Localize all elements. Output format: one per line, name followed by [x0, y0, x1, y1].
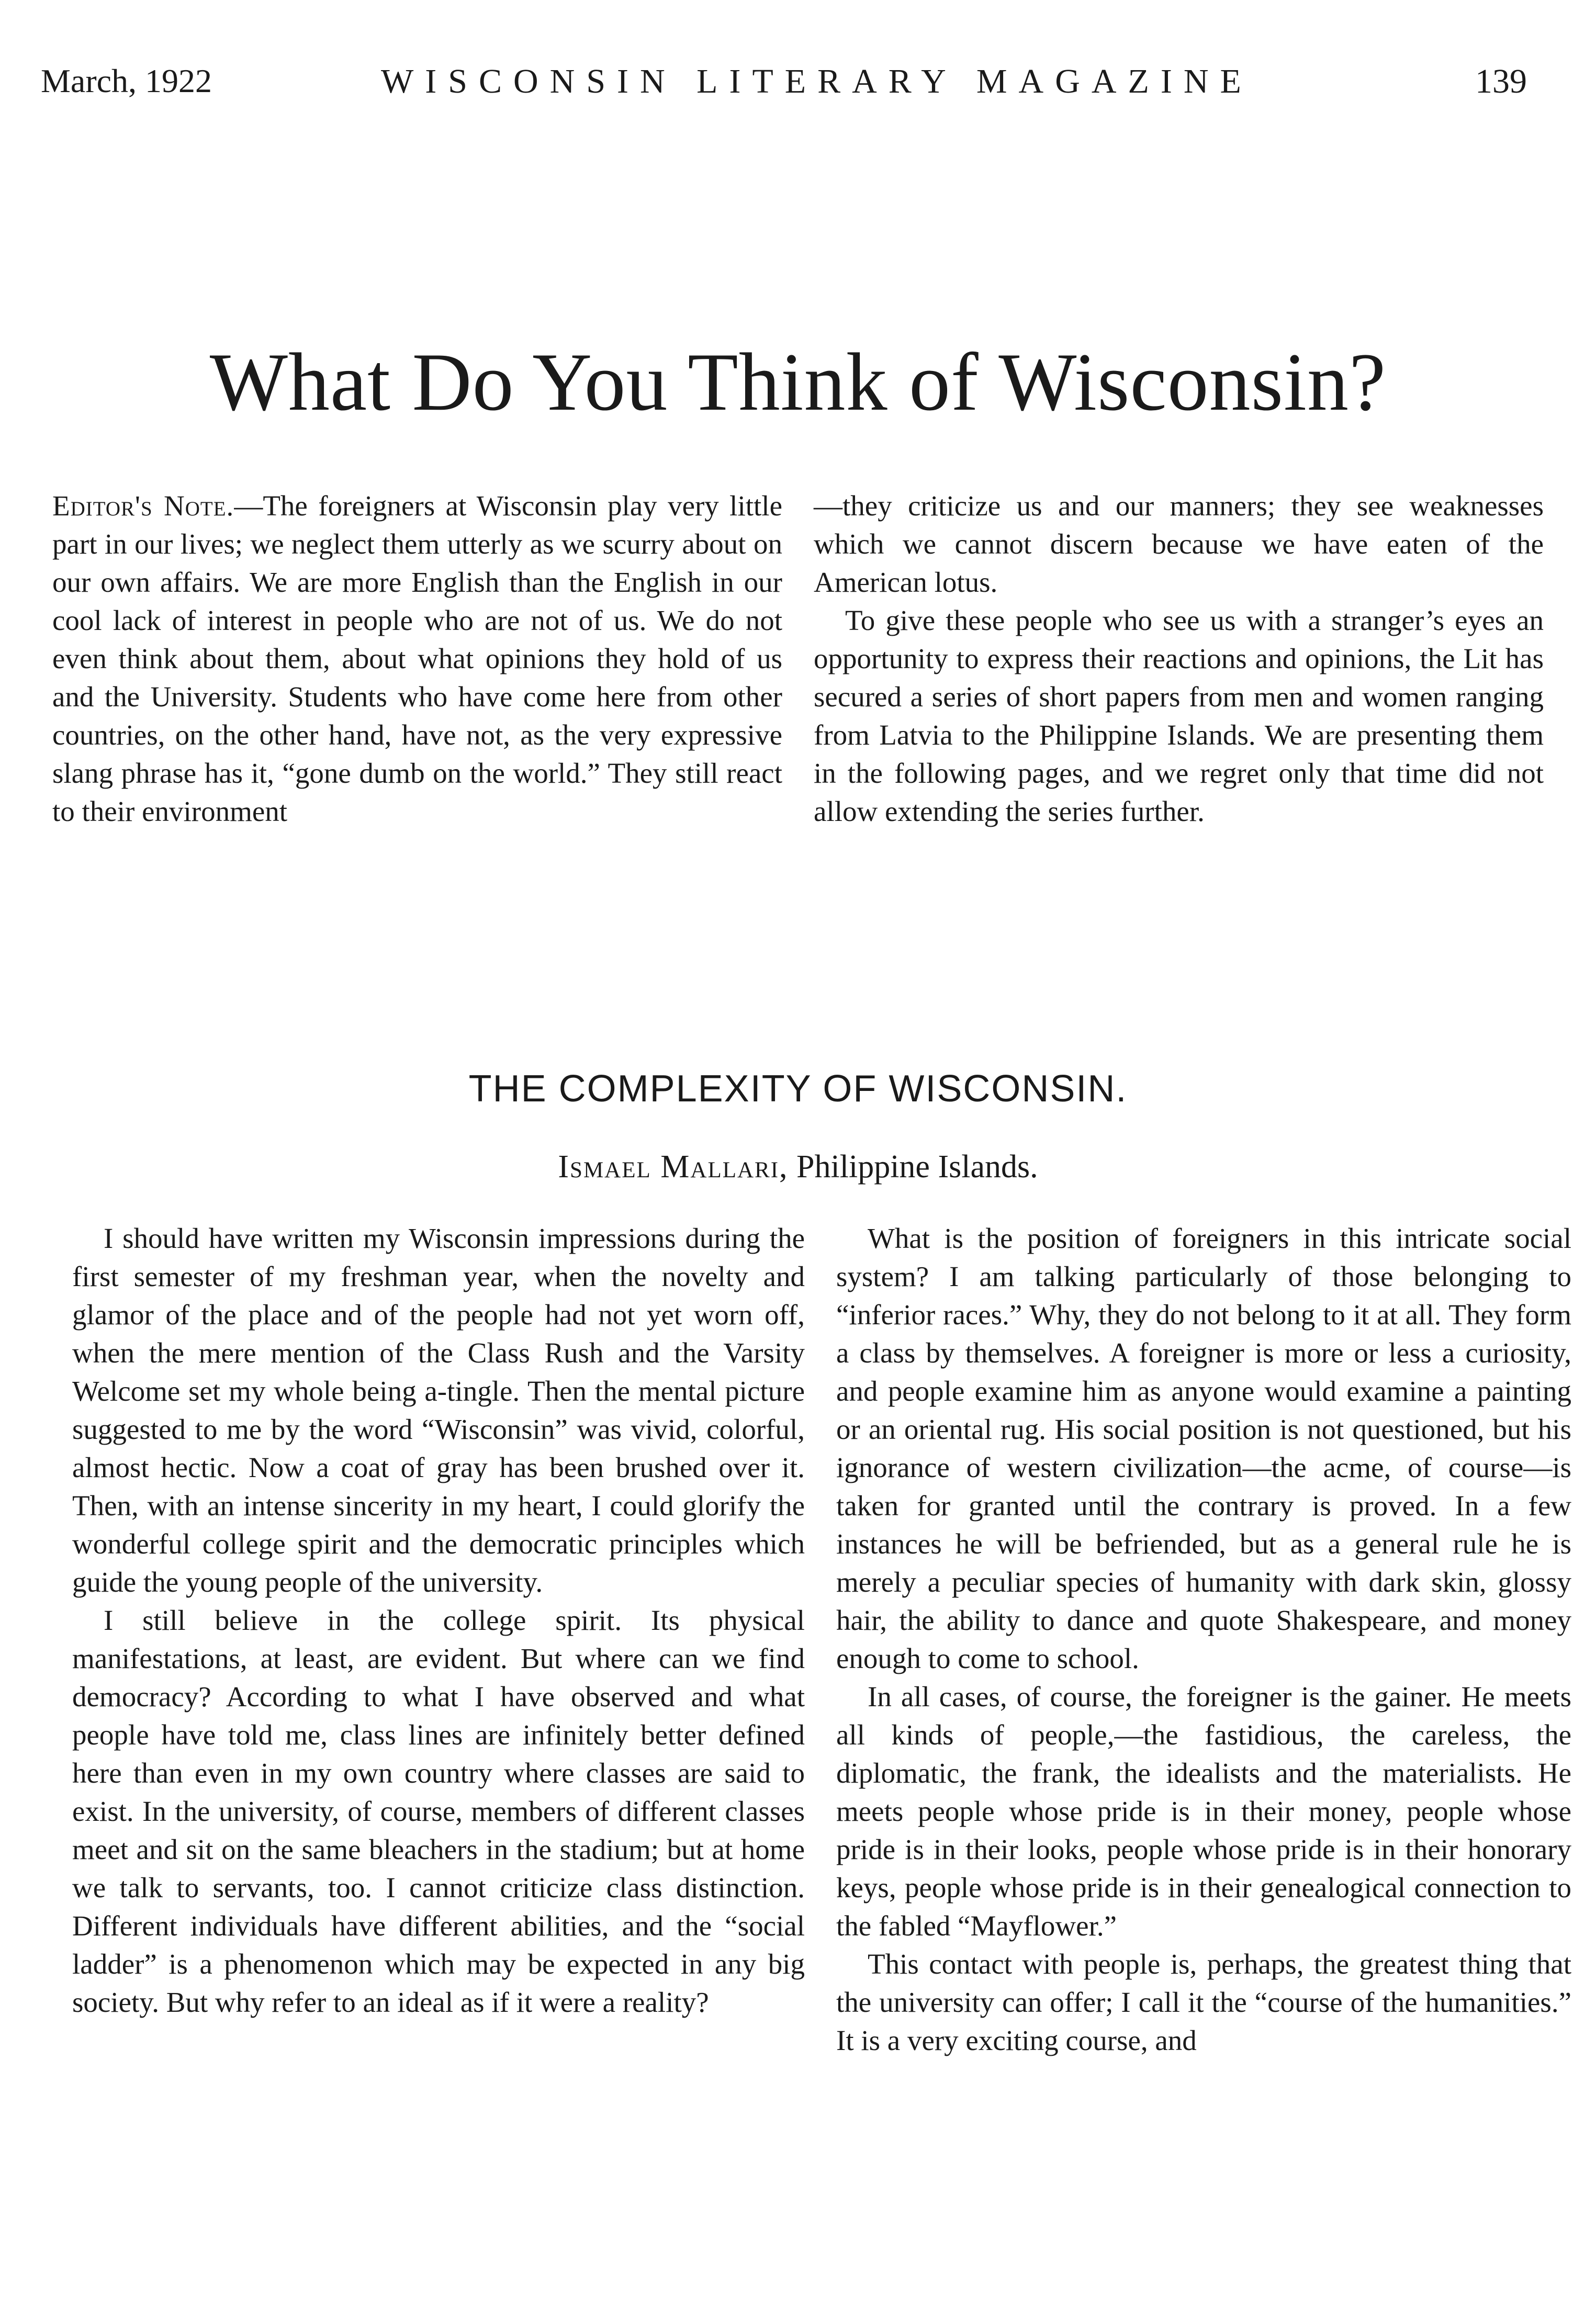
page-title: What Do You Think of Wisconsin? [209, 336, 1387, 428]
article-paragraph: This contact with people is, perhaps, the greatest thing that the university can offer; I call it the “course of the humanities.” It is a very exciting course, and [836, 1948, 1571, 2056]
byline [0, 1148, 1596, 1186]
editors-note-paragraph [52, 487, 782, 830]
editors-note-paragraph: —they criticize us and our manners; they see weaknesses which we cannot discern because we have eaten of the American lotus. [814, 490, 1544, 598]
running-head [41, 62, 1527, 119]
article-paragraph: I still believe in the college spirit. Its physical manifestations, at least, are evident. But where can we find democracy? According to what I have observed and what people have told me, class lines are infinitely better defined here than even in my own country where classes are said to exist. In the university, of course, members of different classes meet and sit on the same bleachers in the stadium; but at home we talk to servants, too. I cannot criticize class distinction. Different individuals have different abilities, and the “social ladder” is a phenomenon which may be expected in any big society. But why refer to an ideal as if it were a reality? [72, 1604, 805, 2018]
editors-note-left-column [52, 487, 782, 830]
article-right-column [836, 1219, 1571, 2059]
article-paragraph: In all cases, of course, the foreigner is the gainer. He meets all kinds of people,—the fastidious, the careless, the diplomatic, the frank, the idealists and the materialists. He meets people whose pride is in their money, people whose pride is in their looks, people whose pride is in their honorary keys, people whose pride is in their genealogical connection to the fabled “Mayflower.” [836, 1681, 1571, 1942]
editors-note-text: —The foreigners at Wisconsin play very little part in our lives; we neglect them utterly as we scurry about on our own affairs. We are more English than the English in our cool lack of interest in people who are not of us. We do not even think about them, about what opinions they hold of us and the University. Students who have come here from other countries, on the other hand, have not, as the very expressive slang phrase has it, “gone dumb on the world.” They still react to their environment [52, 490, 782, 827]
page-number: 139 [1475, 62, 1527, 100]
editors-note-paragraph: To give these people who see us with a stranger’s eyes an opportunity to express their reactions and opinions, the Lit has secured a series of short papers from men and women ranging from Latvia to the Philippine Islands. We are presenting them in the following pages, and we regret only that time did not allow extending the series further. [814, 604, 1544, 827]
author-name: Ismael Mallari, [558, 1149, 789, 1185]
article-paragraph: I should have written my Wisconsin impressions during the first semester of my freshman year, when the novelty and glamor of the place and of the people had not yet worn off, when the mere mention of the Class Rush and the Varsity Welcome set my whole being a-tingle. Then the mental picture suggested to me by the word “Wisconsin” was vivid, colorful, almost hectic. Now a coat of gray has been brushed over it. Then, with an intense sincerity in my heart, I could glorify the wonderful college spirit and the democratic principles which guide the young people of the university. [72, 1222, 805, 1598]
editors-note-right-column [814, 487, 1544, 830]
article-left-column [72, 1219, 805, 2021]
article-paragraph: What is the position of foreigners in this intricate social system? I am talking particularly of those belonging to “inferior races.” Why, they do not belong to it at all. They form a class by themselves. A foreigner is more or less a curiosity, and people examine him as anyone would examine a painting or an oriental rug. His social position is not questioned, but his ignorance of western civilization—the acme, of course—is taken for granted until the contrary is proved. In a few instances he will be befriended, but as a general rule he is merely a peculiar species of humanity with dark skin, glossy hair, the ability to dance and quote Shakespeare, and money enough to come to school. [836, 1222, 1571, 1674]
author-origin: Philippine Islands. [796, 1149, 1038, 1185]
magazine-name: WISCONSIN LITERARY MAGAZINE [381, 62, 1253, 100]
article-title: THE COMPLEXITY OF WISCONSIN. [468, 1068, 1128, 1110]
editors-note-label: Editor's Note. [52, 490, 234, 522]
issue-date: March, 1922 [41, 62, 212, 99]
